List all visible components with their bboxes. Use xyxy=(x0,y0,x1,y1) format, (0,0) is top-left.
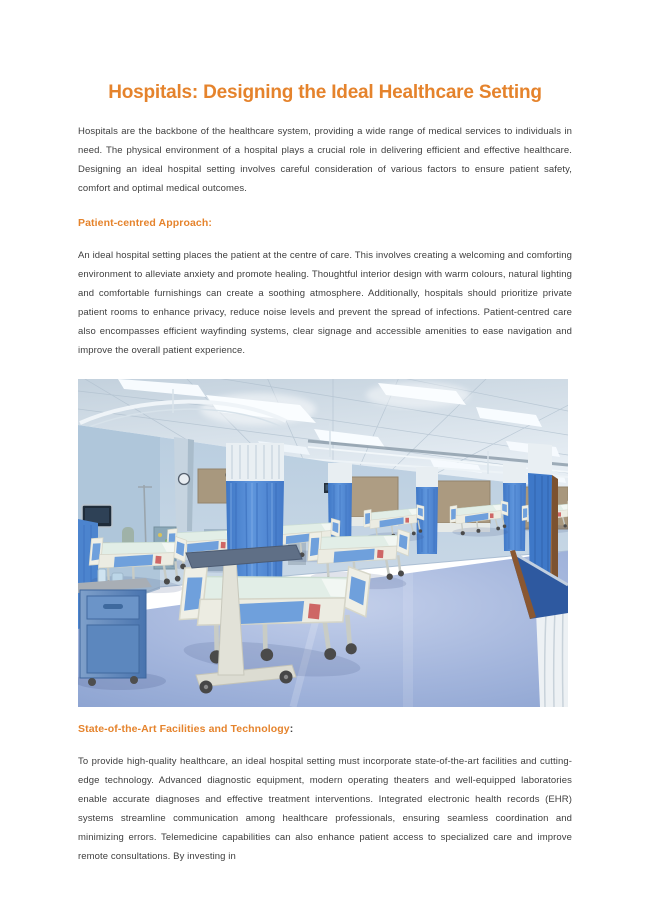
heading-facilities-technology-text: State-of-the-Art Facilities and Technology xyxy=(78,723,290,735)
paragraph-patient-centred: An ideal hospital setting places the patient at the centre of care. This involves creating a welcoming and comforting environment to alleviate anxiety and promote healing. Thoughtful interior design with warm colours, natural lighting and comfortable furnishings can create a soothing atmosphere. Additionally, hospitals should prioritize private patient rooms to enhance privacy, reduce noise levels and prevent the spread of infections. Patient-centred care also encompasses efficient wayfinding systems, clear signage and accessible amenities to ease navigation and improve the overall patient experience. xyxy=(78,250,572,356)
paragraph-intro: Hospitals are the backbone of the healthcare system, providing a wide range of medical services to individuals in need. The physical environment of a hospital plays a crucial role in delivering efficient and effective healthcare. Designing an ideal hospital setting involves careful consideration of various factors to ensure patient safety, comfort and optimal medical outcomes. xyxy=(78,126,572,194)
page-title: Hospitals: Designing the Ideal Healthcare Setting xyxy=(108,82,542,103)
heading-patient-centred xyxy=(78,217,572,229)
heading-patient-centred-text: Patient-centred Approach: xyxy=(78,217,212,229)
heading-facilities-colon: : xyxy=(289,723,294,735)
paragraph-facilities-technology: To provide high-quality healthcare, an ideal hospital setting must incorporate state-of-the-art facilities and cutting-edge technology. Advanced diagnostic equipment, modern operating theaters and well-equipped laboratories enable accurate diagnoses and effective treatment interventions. Integrated electronic health records (EHR) systems streamline communication among healthcare professionals, ensuring seamless coordination and minimizing errors. Telemedicine capabilities can also enhance patient access to specialized care and improve remote consultations. By investing in xyxy=(78,756,572,862)
heading-facilities-technology xyxy=(78,723,572,735)
hospital-ward-photo xyxy=(78,379,568,707)
